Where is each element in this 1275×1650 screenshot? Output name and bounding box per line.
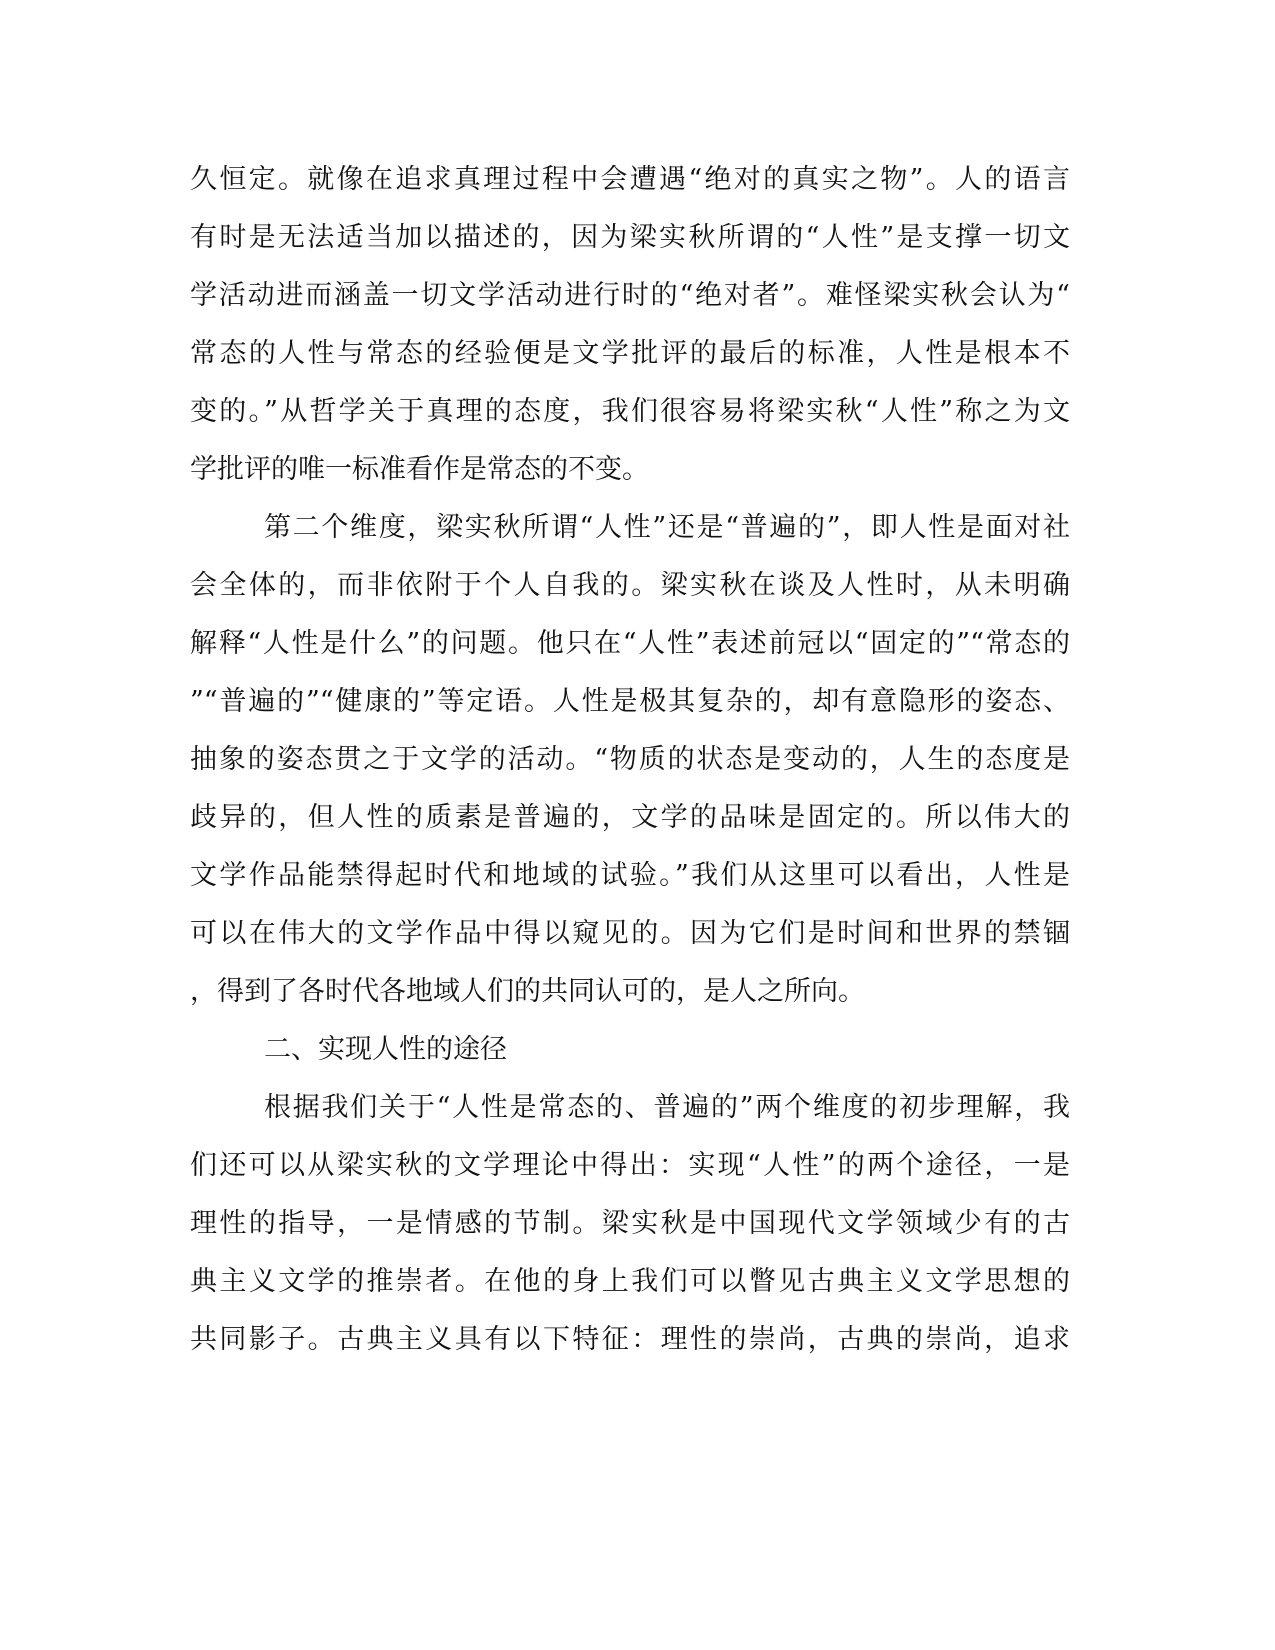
text-line-5: 变的。”从哲学关于真理的态度，我们很容易将梁实秋“人性”称之为文 [190, 396, 1070, 427]
text-line-17: 根据我们关于“人性是常态的、普遍的”两个维度的初步理解，我 [264, 1092, 1070, 1123]
text-line-12: 歧异的，但人性的质素是普遍的，文学的品味是固定的。所以伟大的 [190, 802, 1070, 833]
text-line-14: 可以在伟大的文学作品中得以窥见的。因为它们是时间和世界的禁锢 [190, 918, 1070, 949]
text-line-9: 解释“人性是什么”的问题。他只在“人性”表述前冠以“固定的”“常态的 [190, 628, 1070, 659]
text-line-10: ”“普遍的”“健康的”等定语。人性是极其复杂的，却有意隐形的姿态、 [190, 686, 1070, 717]
text-line-1: 久恒定。就像在追求真理过程中会遭遇“绝对的真实之物”。人的语言 [190, 164, 1070, 195]
text-line-8: 会全体的，而非依附于个人自我的。梁实秋在谈及人性时，从未明确 [190, 570, 1070, 601]
text-line-6: 学批评的唯一标准看作是常态的不变。 [190, 454, 649, 485]
text-line-4: 常态的人性与常态的经验便是文学批评的最后的标准，人性是根本不 [190, 338, 1070, 369]
text-line-13: 文学作品能禁得起时代和地域的试验。”我们从这里可以看出，人性是 [190, 860, 1070, 891]
section-heading: 二、实现人性的途径 [264, 1034, 507, 1065]
text-line-2: 有时是无法适当加以描述的，因为梁实秋所谓的“人性”是支撑一切文 [190, 222, 1070, 253]
text-line-7: 第二个维度，梁实秋所谓“人性”还是“普遍的”，即人性是面对社 [264, 512, 1070, 543]
text-line-15: ，得到了各时代各地域人们的共同认可的，是人之所向。 [190, 976, 865, 1007]
text-line-19: 理性的指导，一是情感的节制。梁实秋是中国现代文学领域少有的古 [190, 1208, 1070, 1239]
text-line-18: 们还可以从梁实秋的文学理论中得出：实现“人性”的两个途径，一是 [190, 1150, 1070, 1181]
text-line-3: 学活动进而涵盖一切文学活动进行时的“绝对者”。难怪梁实秋会认为“ [190, 280, 1070, 311]
text-line-21: 共同影子。古典主义具有以下特征：理性的崇尚，古典的崇尚，追求 [190, 1324, 1070, 1355]
text-line-20: 典主义文学的推崇者。在他的身上我们可以瞥见古典主义文学思想的 [190, 1266, 1070, 1297]
text-line-11: 抽象的姿态贯之于文学的活动。“物质的状态是变动的，人生的态度是 [190, 744, 1070, 775]
